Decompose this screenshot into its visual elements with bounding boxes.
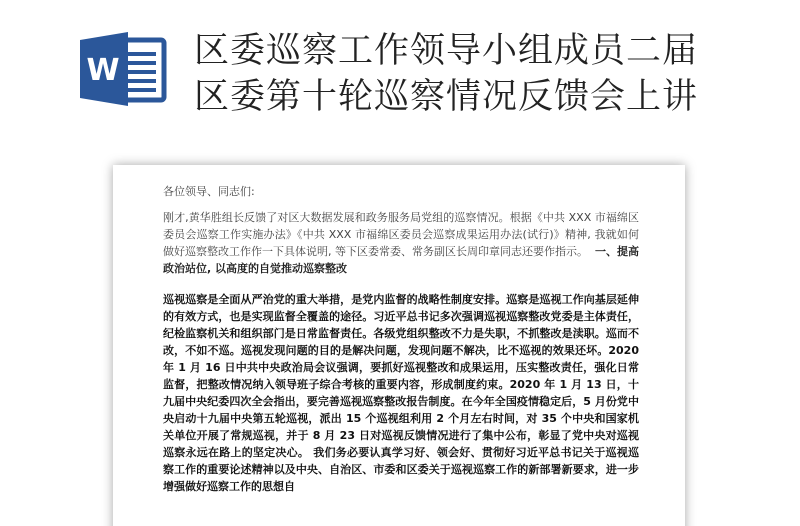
document-body (163, 183, 639, 495)
document-page (113, 165, 685, 526)
section-heading-1: 一、提高政治站位, 以高度的自觉推动巡察整改 (163, 245, 639, 275)
title-line-1: 区委巡察工作领导小组成员二届 (194, 31, 699, 71)
paragraph-intro-text: 刚才,黄华胜组长反馈了对区大数据发展和政务服务局党组的巡察情况。根据《中共 XXX 市福绵区委员会巡察工作实施办法》《中共 XXX 市福绵区委员会巡察成果运用办法(试行)》精神, 我就如何做好巡察整改工作作一下具体说明, 等下区委常委、常务副区长周印章同志还要作指示。 (163, 211, 639, 258)
page-title (194, 28, 784, 120)
paragraph-intro (163, 209, 639, 277)
title-line-2: 区委第十轮巡察情况反馈会上讲 (194, 77, 699, 117)
salutation: 各位领导、同志们: (163, 185, 255, 198)
word-icon-letter: W (86, 53, 120, 88)
paragraph-body: 巡视巡察是全面从严治党的重大举措，是党内监督的战略性制度安排。巡察是巡视工作向基层延伸的有效方式，也是实现监督全覆盖的途径。习近平总书记多次强调巡视巡察整改党委是主体责任，纪检监察机关和组织部门是日常监督责任。各级党组织整改不力是失职，不抓整改是渎职。巡而不改，不如不巡。巡视发现问题的目的是解决问题，发现问题不解决，比不巡视的效果还坏。2020 年 1 月 16 日中共中央政治局会议强调，要抓好巡视整改和成果运用，压实整改责任，强化日常监督，把整改情况纳入领导班子综合考核的重要内容，形成制度约束。2020 年 1 月 13 日，十九届中央纪委四次全会指出，要完善巡视巡察整改报告制度。在今年全国疫情稳定后，5 月份党中央启动十九届中央第五轮巡视，派出 15 个巡视组利用 2 个月左右时间，对 35 个中央和国家机关单位开展了常规巡视，并于 8 月 23 日对巡视反馈情况进行了集中公布，彰显了党中央对巡视巡察永远在路上的坚定决心。 我们务必要认真学习好、领会好、贯彻好习近平总书记关于巡视巡察工作的重要论述精神以及中央、自治区、市委和区委关于巡视巡察工作的新部署新要求，进一步增强做好巡察工作的思想自 (163, 293, 639, 493)
word-document-icon (78, 30, 168, 108)
